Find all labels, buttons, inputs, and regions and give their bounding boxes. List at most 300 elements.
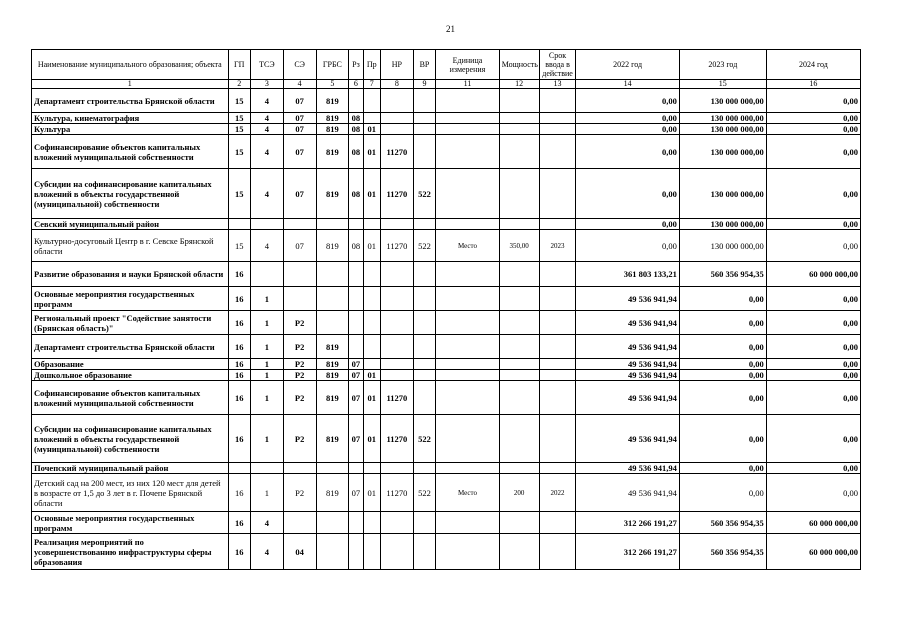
cell-commission-date bbox=[539, 89, 576, 113]
cell-se: 04 bbox=[283, 534, 316, 570]
cell-nr bbox=[380, 311, 413, 335]
cell-2024: 0,00 bbox=[766, 474, 860, 512]
header-vr: ВР bbox=[413, 50, 436, 80]
cell-nr: 11270 bbox=[380, 415, 413, 463]
cell-vr bbox=[413, 381, 436, 415]
cell-2024: 0,00 bbox=[766, 89, 860, 113]
cell-commission-date bbox=[539, 381, 576, 415]
cell-2024: 0,00 bbox=[766, 415, 860, 463]
cell-gp: 16 bbox=[228, 474, 251, 512]
cell-se: Р2 bbox=[283, 370, 316, 381]
cell-grbs bbox=[316, 311, 349, 335]
cell-tse: 4 bbox=[251, 512, 284, 534]
cell-commission-date bbox=[539, 370, 576, 381]
cell-commission-date bbox=[539, 311, 576, 335]
header-gp: ГП bbox=[228, 50, 251, 80]
cell-2024: 0,00 bbox=[766, 381, 860, 415]
cell-2023: 0,00 bbox=[679, 287, 766, 311]
col-number: 14 bbox=[576, 80, 679, 89]
cell-2024: 0,00 bbox=[766, 311, 860, 335]
cell-unit bbox=[436, 381, 499, 415]
cell-grbs: 819 bbox=[316, 381, 349, 415]
table-row bbox=[32, 113, 861, 124]
cell-unit bbox=[436, 124, 499, 135]
cell-pr: 01 bbox=[363, 169, 380, 219]
cell-pr: 01 bbox=[363, 474, 380, 512]
cell-2023: 560 356 954,35 bbox=[679, 262, 766, 287]
cell-rz bbox=[349, 219, 363, 230]
cell-tse bbox=[251, 219, 284, 230]
cell-gp bbox=[228, 463, 251, 474]
cell-2023: 130 000 000,00 bbox=[679, 135, 766, 169]
table-row bbox=[32, 381, 861, 415]
cell-tse: 1 bbox=[251, 359, 284, 370]
cell-vr bbox=[413, 359, 436, 370]
cell-nr bbox=[380, 370, 413, 381]
cell-vr bbox=[413, 534, 436, 570]
cell-capacity bbox=[499, 113, 539, 124]
col-number: 5 bbox=[316, 80, 349, 89]
cell-2022: 49 536 941,94 bbox=[576, 474, 679, 512]
cell-commission-date bbox=[539, 169, 576, 219]
cell-rz: 08 bbox=[349, 230, 363, 262]
cell-rz bbox=[349, 262, 363, 287]
cell-unit bbox=[436, 311, 499, 335]
cell-unit bbox=[436, 335, 499, 359]
cell-se: 07 bbox=[283, 113, 316, 124]
row-name: Культурно-досуговый Центр в г. Севске Брянской области bbox=[32, 230, 229, 262]
cell-se bbox=[283, 219, 316, 230]
cell-unit bbox=[436, 89, 499, 113]
cell-grbs: 819 bbox=[316, 169, 349, 219]
cell-2022: 0,00 bbox=[576, 135, 679, 169]
cell-gp: 16 bbox=[228, 512, 251, 534]
cell-vr bbox=[413, 113, 436, 124]
cell-gp: 16 bbox=[228, 534, 251, 570]
cell-pr: 01 bbox=[363, 370, 380, 381]
row-name: Культура, кинематография bbox=[32, 113, 229, 124]
cell-vr bbox=[413, 219, 436, 230]
cell-2022: 312 266 191,27 bbox=[576, 534, 679, 570]
cell-se: Р2 bbox=[283, 474, 316, 512]
row-name: Софинансирование объектов капитальных вложений муниципальной собственности bbox=[32, 381, 229, 415]
col-number: 11 bbox=[436, 80, 499, 89]
cell-vr bbox=[413, 135, 436, 169]
row-name: Региональный проект "Содействие занятости (Брянская область)" bbox=[32, 311, 229, 335]
cell-grbs: 819 bbox=[316, 359, 349, 370]
cell-grbs bbox=[316, 463, 349, 474]
header-year-2024: 2024 год bbox=[766, 50, 860, 80]
cell-se: Р2 bbox=[283, 415, 316, 463]
cell-pr bbox=[363, 534, 380, 570]
cell-capacity bbox=[499, 311, 539, 335]
cell-rz: 08 bbox=[349, 113, 363, 124]
cell-2023: 130 000 000,00 bbox=[679, 124, 766, 135]
cell-tse: 1 bbox=[251, 415, 284, 463]
cell-2024: 0,00 bbox=[766, 219, 860, 230]
cell-unit bbox=[436, 370, 499, 381]
cell-rz: 08 bbox=[349, 135, 363, 169]
budget-table bbox=[31, 49, 861, 570]
cell-2024: 0,00 bbox=[766, 113, 860, 124]
cell-2024: 60 000 000,00 bbox=[766, 534, 860, 570]
cell-nr bbox=[380, 262, 413, 287]
cell-commission-date bbox=[539, 463, 576, 474]
cell-unit bbox=[436, 219, 499, 230]
cell-capacity bbox=[499, 512, 539, 534]
header-se: СЭ bbox=[283, 50, 316, 80]
cell-2023: 0,00 bbox=[679, 381, 766, 415]
cell-tse: 4 bbox=[251, 534, 284, 570]
cell-tse: 1 bbox=[251, 381, 284, 415]
row-name: Почепский муниципальный район bbox=[32, 463, 229, 474]
cell-2022: 0,00 bbox=[576, 113, 679, 124]
cell-2023: 0,00 bbox=[679, 474, 766, 512]
cell-unit bbox=[436, 463, 499, 474]
cell-pr: 01 bbox=[363, 415, 380, 463]
cell-pr bbox=[363, 335, 380, 359]
row-name: Дошкольное образование bbox=[32, 370, 229, 381]
cell-2024: 0,00 bbox=[766, 287, 860, 311]
cell-2023: 560 356 954,35 bbox=[679, 512, 766, 534]
cell-gp: 15 bbox=[228, 169, 251, 219]
row-name: Софинансирование объектов капитальных вложений муниципальной собственности bbox=[32, 135, 229, 169]
cell-capacity bbox=[499, 287, 539, 311]
row-name: Реализация мероприятий по усовершенствованию инфраструктуры сферы образования bbox=[32, 534, 229, 570]
cell-2023: 130 000 000,00 bbox=[679, 230, 766, 262]
cell-nr: 11270 bbox=[380, 135, 413, 169]
cell-pr: 01 bbox=[363, 135, 380, 169]
cell-pr bbox=[363, 311, 380, 335]
cell-rz bbox=[349, 311, 363, 335]
cell-2024: 0,00 bbox=[766, 135, 860, 169]
cell-commission-date bbox=[539, 219, 576, 230]
cell-vr bbox=[413, 311, 436, 335]
cell-nr bbox=[380, 124, 413, 135]
cell-2024: 0,00 bbox=[766, 370, 860, 381]
cell-capacity bbox=[499, 534, 539, 570]
col-number: 16 bbox=[766, 80, 860, 89]
cell-capacity bbox=[499, 370, 539, 381]
cell-se bbox=[283, 512, 316, 534]
header-year-2023: 2023 год bbox=[679, 50, 766, 80]
cell-nr: 11270 bbox=[380, 381, 413, 415]
cell-capacity: 200 bbox=[499, 474, 539, 512]
cell-vr: 522 bbox=[413, 415, 436, 463]
cell-tse: 1 bbox=[251, 311, 284, 335]
table-row bbox=[32, 359, 861, 370]
cell-vr bbox=[413, 463, 436, 474]
cell-pr bbox=[363, 463, 380, 474]
cell-nr: 11270 bbox=[380, 169, 413, 219]
table-row bbox=[32, 463, 861, 474]
cell-commission-date bbox=[539, 287, 576, 311]
cell-pr bbox=[363, 512, 380, 534]
cell-grbs: 819 bbox=[316, 135, 349, 169]
cell-2022: 0,00 bbox=[576, 124, 679, 135]
cell-tse: 1 bbox=[251, 370, 284, 381]
cell-commission-date bbox=[539, 415, 576, 463]
cell-gp bbox=[228, 219, 251, 230]
cell-capacity bbox=[499, 463, 539, 474]
table-row bbox=[32, 287, 861, 311]
col-number: 7 bbox=[363, 80, 380, 89]
cell-2022: 0,00 bbox=[576, 230, 679, 262]
cell-unit bbox=[436, 359, 499, 370]
col-number: 6 bbox=[349, 80, 363, 89]
cell-gp: 15 bbox=[228, 124, 251, 135]
cell-tse: 4 bbox=[251, 135, 284, 169]
cell-gp: 16 bbox=[228, 311, 251, 335]
cell-gp: 16 bbox=[228, 359, 251, 370]
cell-pr: 01 bbox=[363, 381, 380, 415]
cell-unit bbox=[436, 169, 499, 219]
header-row bbox=[32, 50, 861, 80]
cell-unit bbox=[436, 262, 499, 287]
cell-grbs bbox=[316, 287, 349, 311]
cell-se: 07 bbox=[283, 169, 316, 219]
cell-grbs: 819 bbox=[316, 230, 349, 262]
cell-se: 07 bbox=[283, 135, 316, 169]
cell-se: Р2 bbox=[283, 335, 316, 359]
table-row bbox=[32, 230, 861, 262]
table-row bbox=[32, 370, 861, 381]
cell-gp: 15 bbox=[228, 89, 251, 113]
cell-nr bbox=[380, 113, 413, 124]
cell-gp: 15 bbox=[228, 230, 251, 262]
cell-tse: 4 bbox=[251, 169, 284, 219]
cell-pr bbox=[363, 359, 380, 370]
cell-2023: 560 356 954,35 bbox=[679, 534, 766, 570]
cell-rz: 08 bbox=[349, 124, 363, 135]
table-row bbox=[32, 311, 861, 335]
cell-capacity bbox=[499, 89, 539, 113]
cell-tse: 4 bbox=[251, 113, 284, 124]
cell-tse bbox=[251, 262, 284, 287]
cell-unit: Место bbox=[436, 474, 499, 512]
cell-nr bbox=[380, 512, 413, 534]
cell-2022: 49 536 941,94 bbox=[576, 381, 679, 415]
cell-2022: 49 536 941,94 bbox=[576, 359, 679, 370]
cell-nr bbox=[380, 219, 413, 230]
cell-capacity bbox=[499, 415, 539, 463]
cell-nr bbox=[380, 359, 413, 370]
cell-grbs: 819 bbox=[316, 415, 349, 463]
cell-2024: 0,00 bbox=[766, 230, 860, 262]
cell-pr: 01 bbox=[363, 230, 380, 262]
cell-2022: 49 536 941,94 bbox=[576, 463, 679, 474]
cell-capacity bbox=[499, 124, 539, 135]
cell-vr bbox=[413, 287, 436, 311]
table-row bbox=[32, 262, 861, 287]
cell-unit bbox=[436, 512, 499, 534]
header-name: Наименование муниципального образования; объекта bbox=[32, 50, 229, 80]
cell-unit bbox=[436, 113, 499, 124]
cell-tse bbox=[251, 463, 284, 474]
col-number: 8 bbox=[380, 80, 413, 89]
header-rz: Рз bbox=[349, 50, 363, 80]
cell-rz bbox=[349, 287, 363, 311]
table-row bbox=[32, 135, 861, 169]
cell-commission-date bbox=[539, 135, 576, 169]
cell-2024: 0,00 bbox=[766, 169, 860, 219]
table-row bbox=[32, 534, 861, 570]
cell-rz: 08 bbox=[349, 169, 363, 219]
cell-grbs: 819 bbox=[316, 370, 349, 381]
cell-capacity bbox=[499, 381, 539, 415]
cell-vr bbox=[413, 124, 436, 135]
cell-commission-date bbox=[539, 335, 576, 359]
col-number: 15 bbox=[679, 80, 766, 89]
cell-2024: 60 000 000,00 bbox=[766, 512, 860, 534]
cell-2022: 49 536 941,94 bbox=[576, 335, 679, 359]
cell-2022: 49 536 941,94 bbox=[576, 415, 679, 463]
cell-tse: 1 bbox=[251, 335, 284, 359]
cell-2023: 130 000 000,00 bbox=[679, 113, 766, 124]
col-number: 4 bbox=[283, 80, 316, 89]
cell-tse: 4 bbox=[251, 124, 284, 135]
cell-rz bbox=[349, 335, 363, 359]
cell-2023: 130 000 000,00 bbox=[679, 219, 766, 230]
table-row bbox=[32, 124, 861, 135]
col-number: 2 bbox=[228, 80, 251, 89]
cell-tse: 1 bbox=[251, 474, 284, 512]
cell-capacity bbox=[499, 359, 539, 370]
cell-grbs: 819 bbox=[316, 335, 349, 359]
cell-gp: 16 bbox=[228, 335, 251, 359]
cell-2022: 312 266 191,27 bbox=[576, 512, 679, 534]
cell-grbs bbox=[316, 512, 349, 534]
row-name: Детский сад на 200 мест, из них 120 мест для детей в возрасте от 1,5 до 3 лет в г. Почепе Брянской области bbox=[32, 474, 229, 512]
cell-se: 07 bbox=[283, 124, 316, 135]
cell-tse: 4 bbox=[251, 230, 284, 262]
col-number: 12 bbox=[499, 80, 539, 89]
cell-commission-date bbox=[539, 262, 576, 287]
cell-nr bbox=[380, 89, 413, 113]
cell-gp: 16 bbox=[228, 370, 251, 381]
cell-grbs: 819 bbox=[316, 89, 349, 113]
row-name: Образование bbox=[32, 359, 229, 370]
cell-gp: 15 bbox=[228, 135, 251, 169]
cell-vr: 522 bbox=[413, 169, 436, 219]
cell-commission-date bbox=[539, 534, 576, 570]
cell-commission-date bbox=[539, 512, 576, 534]
header-pr: Пр bbox=[363, 50, 380, 80]
cell-2024: 0,00 bbox=[766, 359, 860, 370]
cell-unit bbox=[436, 415, 499, 463]
table-row bbox=[32, 335, 861, 359]
cell-2022: 361 803 133,21 bbox=[576, 262, 679, 287]
table-row bbox=[32, 219, 861, 230]
cell-tse: 4 bbox=[251, 89, 284, 113]
cell-capacity bbox=[499, 169, 539, 219]
header-year-2022: 2022 год bbox=[576, 50, 679, 80]
cell-2023: 130 000 000,00 bbox=[679, 89, 766, 113]
cell-rz bbox=[349, 534, 363, 570]
cell-vr bbox=[413, 89, 436, 113]
cell-2024: 0,00 bbox=[766, 335, 860, 359]
cell-vr bbox=[413, 262, 436, 287]
cell-unit bbox=[436, 135, 499, 169]
cell-2023: 0,00 bbox=[679, 311, 766, 335]
table-row bbox=[32, 474, 861, 512]
cell-rz: 07 bbox=[349, 359, 363, 370]
cell-gp: 16 bbox=[228, 415, 251, 463]
cell-2023: 130 000 000,00 bbox=[679, 169, 766, 219]
cell-commission-date bbox=[539, 113, 576, 124]
cell-grbs bbox=[316, 219, 349, 230]
cell-commission-date bbox=[539, 124, 576, 135]
cell-se bbox=[283, 262, 316, 287]
cell-vr: 522 bbox=[413, 474, 436, 512]
cell-rz bbox=[349, 463, 363, 474]
cell-unit: Место bbox=[436, 230, 499, 262]
header-unit: Единица измерения bbox=[436, 50, 499, 80]
cell-unit bbox=[436, 534, 499, 570]
row-name: Основные мероприятия государственных программ bbox=[32, 512, 229, 534]
table-row bbox=[32, 169, 861, 219]
cell-se: Р2 bbox=[283, 381, 316, 415]
cell-pr: 01 bbox=[363, 124, 380, 135]
table-row bbox=[32, 512, 861, 534]
cell-nr bbox=[380, 534, 413, 570]
row-name: Севский муниципальный район bbox=[32, 219, 229, 230]
row-name: Субсидии на софинансирование капитальных вложений в объекты государственной (муниципальной) собственности bbox=[32, 415, 229, 463]
cell-pr bbox=[363, 89, 380, 113]
col-number: 3 bbox=[251, 80, 284, 89]
cell-nr bbox=[380, 463, 413, 474]
cell-se bbox=[283, 287, 316, 311]
cell-se: Р2 bbox=[283, 311, 316, 335]
cell-pr bbox=[363, 113, 380, 124]
cell-2023: 0,00 bbox=[679, 370, 766, 381]
row-name: Субсидии на софинансирование капитальных вложений в объекты государственной (муниципальной) собственности bbox=[32, 169, 229, 219]
cell-grbs bbox=[316, 262, 349, 287]
col-number: 9 bbox=[413, 80, 436, 89]
row-name: Департамент строительства Брянской области bbox=[32, 335, 229, 359]
cell-grbs bbox=[316, 534, 349, 570]
cell-pr bbox=[363, 287, 380, 311]
col-number: 1 bbox=[32, 80, 229, 89]
col-number: 13 bbox=[539, 80, 576, 89]
table-row bbox=[32, 415, 861, 463]
cell-2023: 0,00 bbox=[679, 359, 766, 370]
cell-gp: 16 bbox=[228, 262, 251, 287]
column-number-row bbox=[32, 80, 861, 89]
cell-pr bbox=[363, 262, 380, 287]
cell-2022: 0,00 bbox=[576, 89, 679, 113]
cell-2024: 0,00 bbox=[766, 463, 860, 474]
cell-vr bbox=[413, 512, 436, 534]
row-name: Культура bbox=[32, 124, 229, 135]
row-name: Развитие образования и науки Брянской области bbox=[32, 262, 229, 287]
header-capacity: Мощность bbox=[499, 50, 539, 80]
cell-vr bbox=[413, 370, 436, 381]
cell-2023: 0,00 bbox=[679, 415, 766, 463]
cell-se bbox=[283, 463, 316, 474]
cell-pr bbox=[363, 219, 380, 230]
cell-2022: 0,00 bbox=[576, 219, 679, 230]
page-number: 21 bbox=[446, 24, 455, 34]
cell-2023: 0,00 bbox=[679, 335, 766, 359]
cell-rz bbox=[349, 89, 363, 113]
cell-rz: 07 bbox=[349, 370, 363, 381]
cell-rz: 07 bbox=[349, 381, 363, 415]
row-name: Основные мероприятия государственных программ bbox=[32, 287, 229, 311]
cell-2023: 0,00 bbox=[679, 463, 766, 474]
cell-commission-date: 2022 bbox=[539, 474, 576, 512]
header-commission-date: Срок ввода в действие bbox=[539, 50, 576, 80]
